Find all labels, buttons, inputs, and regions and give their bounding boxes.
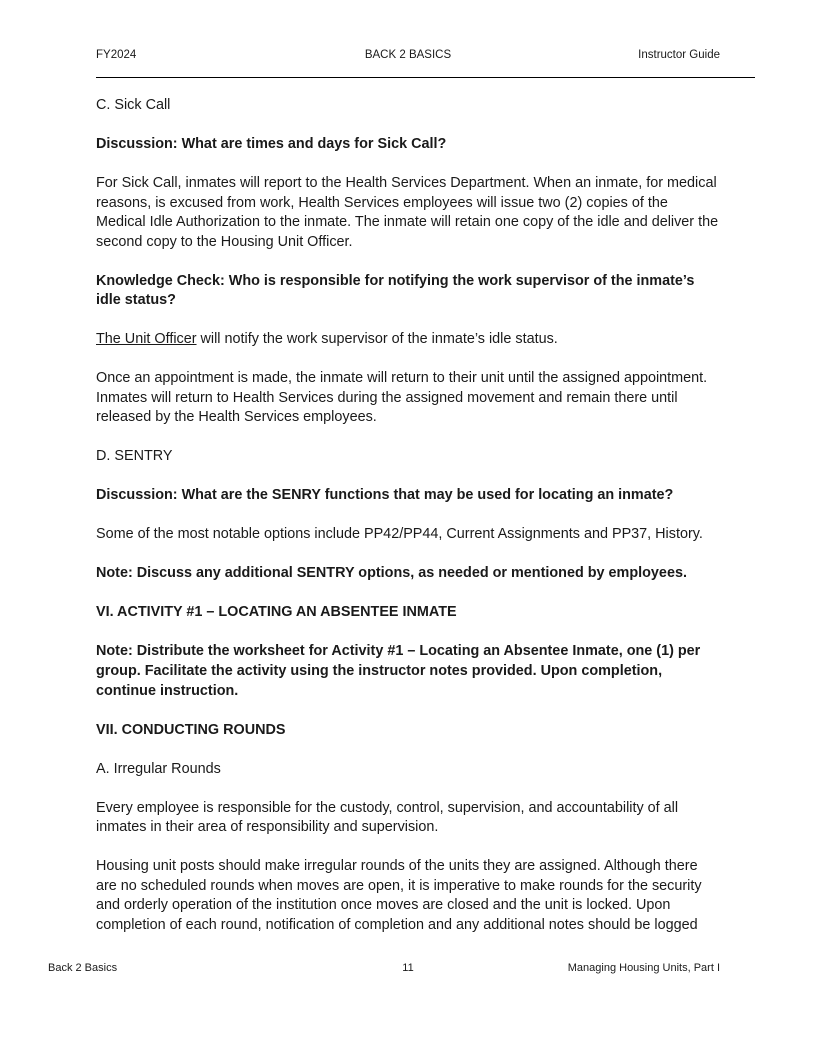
housing-unit-paragraph: Housing unit posts should make irregular rounds of the units they are assigned. Although there are no scheduled rounds when moves are open, it is imperative to make rounds for the security and orderly operation of the institution once moves are closed and the unit is locked. Upon completion of each round, notification of completion and any additional notes should be logged — [96, 858, 702, 933]
header-divider — [96, 77, 755, 78]
activity-heading: VI. ACTIVITY #1 – LOCATING AN ABSENTEE INMATE — [96, 604, 457, 621]
conducting-rounds-heading: VII. CONDUCTING ROUNDS — [96, 721, 286, 738]
sentry-discussion: Discussion: What are the SENRY functions that may be used for locating an inmate? — [96, 487, 674, 504]
page-content — [96, 96, 720, 955]
footer-course-name: Back 2 Basics — [48, 962, 118, 974]
footer-page-number: 11 — [402, 962, 414, 974]
answer-text: will notify the work supervisor of the inmate’s idle status. — [196, 331, 558, 348]
sick-call-paragraph: For Sick Call, inmates will report to the Health Services Department. When an inmate, for medical reasons, is excused from work, Health Services employees will issue two (2) copies of the Medical Idle Authorization to the inmate. The inmate will retain one copy of the idle and deliver the second copy to the Housing Unit Officer. — [96, 174, 719, 250]
sentry-heading: D. SENTRY — [96, 448, 173, 465]
header-guide-type: Instructor Guide — [638, 49, 720, 61]
sick-call-heading: C. Sick Call — [96, 97, 171, 113]
irregular-rounds-heading: A. Irregular Rounds — [96, 760, 221, 777]
answer-underlined-term: The Unit Officer — [96, 331, 197, 348]
sick-call-discussion: Discussion: What are times and days for Sick Call? — [96, 135, 447, 152]
sentry-paragraph: Some of the most notable options include PP42/PP44, Current Assignments and PP37, History. — [96, 526, 703, 543]
activity-note: Note: Distribute the worksheet for Activity #1 – Locating an Absentee Inmate, one (1) per group. Facilitate the activity using the instructor notes provided. Upon completion, continue instruction. — [96, 643, 701, 699]
irregular-rounds-paragraph: Every employee is responsible for the custody, control, supervision, and accountability of all inmates in their area of responsibility and supervision. — [96, 799, 679, 836]
header-fiscal-year: FY2024 — [96, 49, 137, 61]
page-footer — [48, 962, 720, 978]
sentry-note: Note: Discuss any additional SENTRY options, as needed or mentioned by employees. — [96, 565, 687, 582]
footer-module-title: Managing Housing Units, Part I — [567, 962, 720, 974]
knowledge-check-answer — [96, 330, 720, 350]
header-course-title: BACK 2 BASICS — [364, 49, 452, 61]
appointment-paragraph: Once an appointment is made, the inmate will return to their unit until the assigned appointment. Inmates will return to Health Services during the assigned movement and remain there until released by the Health Services employees. — [96, 370, 708, 426]
knowledge-check: Knowledge Check: Who is responsible for notifying the work supervisor of the inmate’s idle status? — [96, 272, 695, 309]
page-header — [96, 49, 720, 65]
